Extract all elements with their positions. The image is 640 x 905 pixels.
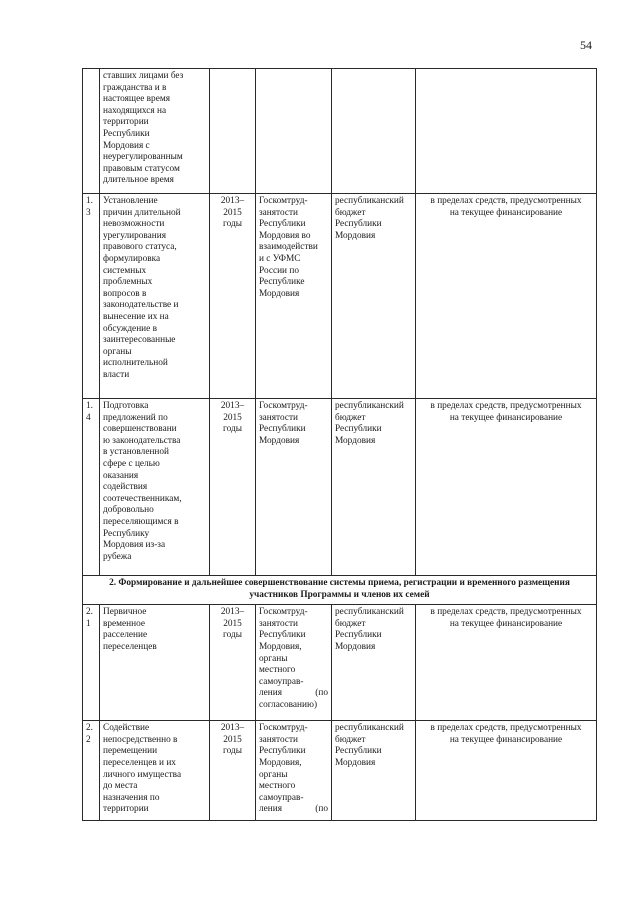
executor-last-line: ления (по <box>259 688 328 699</box>
table-row <box>83 69 597 194</box>
section-row <box>83 576 597 605</box>
page-number: 54 <box>580 38 592 52</box>
measure-title: Первичное временное расселение переселенцев <box>100 605 210 721</box>
executor: Госкомтруд- занятости Республики Мордовия <box>256 399 332 576</box>
period: 2013– 2015 годы <box>210 605 256 721</box>
executor-note: согласованию) <box>259 699 318 710</box>
period <box>210 69 256 194</box>
funding-amount: в пределах средств, предусмотренных на текущее финансирование <box>416 605 597 721</box>
period: 2013– 2015 годы <box>210 399 256 576</box>
executor-last-line: ления (по <box>259 804 328 815</box>
measure-title: ставших лицами без гражданства и в настоящее время находящихся на территории Республики Мордовия с неурегулированным правовым статусом длительное время <box>100 69 210 194</box>
executor <box>256 69 332 194</box>
table-row <box>83 605 597 721</box>
funding-amount: в пределах средств, предусмотренных на текущее финансирование <box>416 721 597 821</box>
executor: Госкомтруд- занятости Республики Мордовия во взаимодействи и с УФМС России по Республике Мордовия <box>256 194 332 399</box>
table-row <box>83 194 597 399</box>
row-number: 1.4 <box>83 399 100 576</box>
funding-amount: в пределах средств, предусмотренных на текущее финансирование <box>416 399 597 576</box>
row-number: 1.3 <box>83 194 100 399</box>
funding-source <box>332 69 416 194</box>
funding-source: республиканский бюджет Республики Мордовия <box>332 399 416 576</box>
period: 2013– 2015 годы <box>210 721 256 821</box>
table-row <box>83 721 597 821</box>
funding-amount <box>416 69 597 194</box>
program-table <box>82 68 597 821</box>
measure-title: Содействие непосредственно в перемещении переселенцев и их личного имущества до места назначения по территории <box>100 721 210 821</box>
measure-title: Установление причин длительной невозможности урегулирования правового статуса, формулировка системных проблемных вопросов в законодательстве и вынесение их на обсуждение в заинтересованные органы исполнительной власти <box>100 194 210 399</box>
funding-source: республиканский бюджет Республики Мордовия <box>332 194 416 399</box>
period: 2013– 2015 годы <box>210 194 256 399</box>
section-heading: 2. Формирование и дальнейшее совершенствование системы приема, регистрации и временного размещения участников Программы и членов их семей <box>83 576 597 605</box>
funding-source: республиканский бюджет Республики Мордовия <box>332 605 416 721</box>
executor: Госкомтруд- занятости Республики Мордовия, органы местного самоупрaв- ления (по <box>256 721 332 821</box>
measure-title: Подготовка предложений по совершенствовани ю законодательства в установленной сфере с целью оказания содействия соотечественникам, добровольно переселяющимся в Республику Мордовия из-за рубежа <box>100 399 210 576</box>
row-number: 2.2 <box>83 721 100 821</box>
table-row <box>83 399 597 576</box>
row-number <box>83 69 100 194</box>
funding-amount: в пределах средств, предусмотренных на текущее финансирование <box>416 194 597 399</box>
row-number: 2.1 <box>83 605 100 721</box>
funding-source: республиканский бюджет Республики Мордовия <box>332 721 416 821</box>
executor: Госкомтруд- занятости Республики Мордовия, органы местного самоупрaв- ления (по согласованию) <box>256 605 332 721</box>
